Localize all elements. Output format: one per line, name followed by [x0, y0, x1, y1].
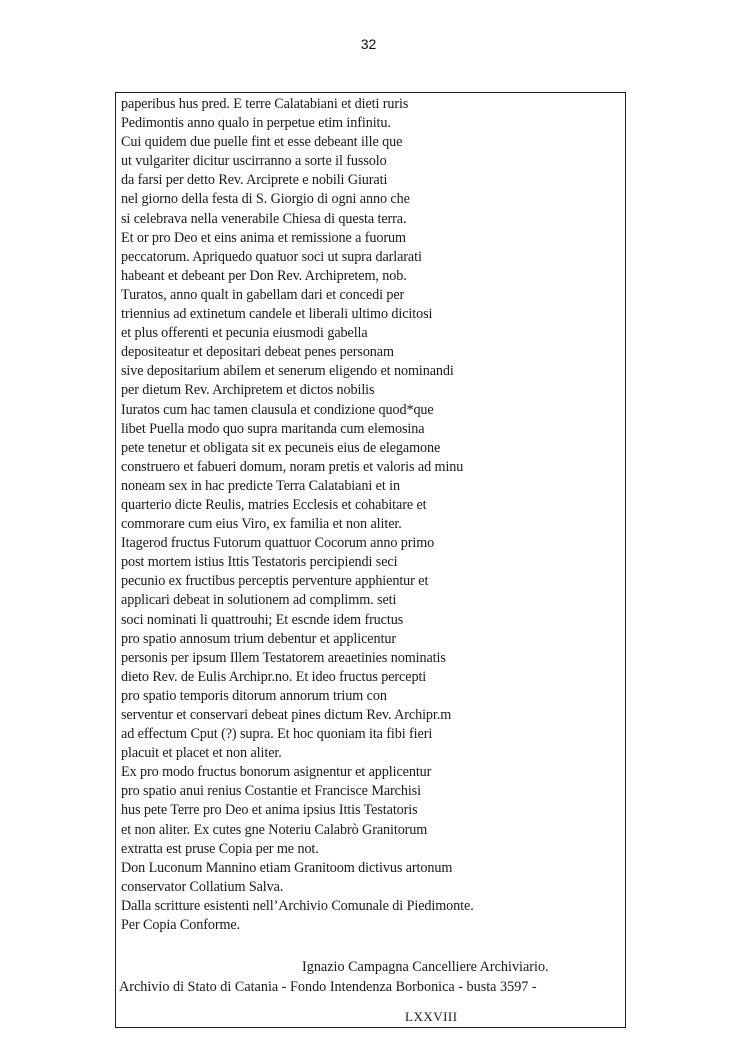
document-line: Cui quidem due puelle fint et esse debeant ille que: [121, 134, 403, 151]
document-line: extratta est pruse Copia per me not.: [121, 840, 319, 857]
document-line: Et or pro Deo et eins anima et remissione a fuorum: [121, 229, 406, 246]
document-line: triennius ad extinetum candele et liberali ultimo dicitosi: [121, 306, 433, 323]
document-line: hus pete Terre pro Deo et anima ipsius Ittis Testatoris: [121, 802, 418, 819]
document-line: noneam sex in hac predicte Terra Calatabiani et in: [121, 477, 400, 494]
document-line: quarterio dicte Reulis, matries Ecclesis et cohabitare et: [121, 496, 427, 513]
document-line: Don Luconum Mannino etiam Granitoom dictivus artonum: [121, 859, 453, 876]
document-line: Iuratos cum hac tamen clausula et condizione quod*que: [121, 401, 434, 418]
document-line: et non aliter. Ex cutes gne Noteriu Calabrò Granitorum: [121, 821, 428, 838]
archive-source-line: Archivio di Stato di Catania - Fondo Intendenza Borbonica - busta 3597 -: [119, 979, 537, 995]
document-line: personis per ipsum Illem Testatorem areaetinies nominatis: [121, 649, 446, 666]
document-line: placuit et placet et non aliter.: [121, 745, 282, 762]
document-line: per dietum Rev. Archipretem et dictos nobilis: [121, 382, 375, 399]
document-line: peccatorum. Apriquedo quatuor soci ut supra darlarati: [121, 248, 422, 265]
document-line: et plus offerenti et pecunia eiusmodi gabella: [121, 325, 368, 342]
page-number: 32: [360, 36, 377, 52]
document-line: dieto Rev. de Eulis Archipr.no. Et ideo fructus percepti: [121, 668, 427, 685]
document-line: nel giorno della festa di S. Giorgio di ogni anno che: [121, 191, 410, 208]
document-line: si celebrava nella venerabile Chiesa di questa terra.: [121, 210, 407, 227]
document-line: pro spatio anui renius Costantie et Francisce Marchisi: [121, 783, 421, 800]
document-line: paperibus hus pred. E terre Calatabiani et dieti ruris: [121, 96, 409, 112]
document-line: da farsi per detto Rev. Arciprete e nobili Giurati: [121, 172, 388, 189]
document-line: Turatos, anno qualt in gabellam dari et concedi per: [121, 286, 405, 303]
document-line: conservator Collatium Salva.: [121, 878, 284, 895]
document-line: habeant et debeant per Don Rev. Archipretem, nob.: [121, 267, 407, 284]
document-line: sive depositarium abilem et senerum eligendo et nominandi: [121, 363, 454, 380]
document-body: [121, 95, 621, 935]
signature-line: Ignazio Campagna Cancelliere Archiviario.: [302, 959, 549, 975]
document-line: ad effectum Cput (?) supra. Et hoc quoniam ita fibi fieri: [121, 726, 433, 743]
scanned-document: [115, 92, 626, 1028]
document-line: pro spatio annosum trium debentur et applicentur: [121, 630, 396, 647]
document-line: post mortem istius Ittis Testatoris percipiendi seci: [121, 554, 398, 571]
document-line: Pedimontis anno qualo in perpetue etim infinitu.: [121, 115, 391, 132]
document-line: depositeatur et depositari debeat penes personam: [121, 344, 394, 361]
document-line: pete tenetur et obligata sit ex pecuneis eius de elegamone: [121, 439, 441, 456]
document-line: Ex pro modo fructus bonorum asignentur et applicentur: [121, 764, 432, 781]
document-line: pecunio ex fructibus perceptis perventure apphientur et: [121, 573, 429, 590]
document-line: construero et fabueri domum, noram pretis et valoris ad minu: [121, 458, 464, 475]
document-line: libet Puella modo quo supra maritanda cum elemosina: [121, 420, 425, 437]
document-line: commorare cum eius Viro, ex familia et non aliter.: [121, 516, 402, 533]
document-line: Per Copia Conforme.: [121, 917, 241, 934]
document-line: soci nominati li quattrouhi; Et escnde idem fructus: [121, 611, 404, 628]
document-line: applicari debeat in solutionem ad complimm. seti: [121, 592, 397, 609]
document-line: Dalla scritture esistenti nell’Archivio Comunale di Piedimonte.: [121, 897, 474, 914]
folio-number: LXXVIII: [405, 1009, 458, 1024]
document-line: Itagerod fructus Futorum quattuor Cocorum anno primo: [121, 535, 435, 552]
document-line: pro spatio temporis ditorum annorum trium con: [121, 687, 387, 704]
document-line: serventur et conservari debeat pines dictum Rev. Archipr.m: [121, 707, 452, 723]
document-line: ut vulgariter dicitur uscirranno a sorte il fussolo: [121, 153, 387, 170]
